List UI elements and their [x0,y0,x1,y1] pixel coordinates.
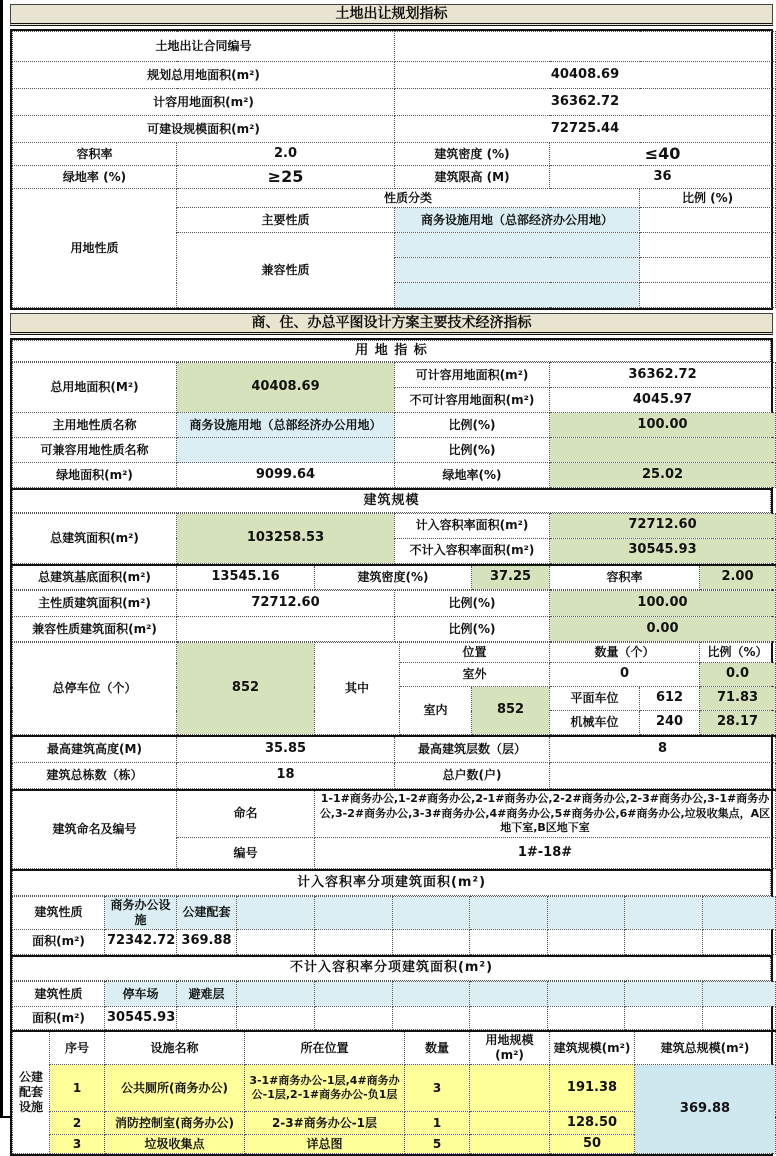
in-far-col-area: 72342.72 [105,929,177,954]
total-buildings-value: 18 [177,762,395,788]
density2-label: 建筑密度(%) [315,565,472,590]
nature-ratio-header: 比例 (%) [640,189,776,208]
flat-parking-label: 平面车位 [550,687,640,711]
land-grant-title: 土地出让规划指标 [10,4,773,26]
in-far-col-name [315,896,393,929]
naming-table [12,789,776,870]
facility-land [470,1065,550,1112]
compat-nature-ratio-1 [640,233,776,258]
facility-name: 公共厕所(商务办公) [105,1065,245,1112]
compat-nature-value-1 [395,233,640,258]
facility-no: 3 [50,1135,105,1154]
facilities-header-area: 建筑规模(m²) [550,1031,635,1065]
in-far-area-label: 计入容积率面积(m²) [395,513,550,538]
outdoor-parking-qty: 0 [550,663,700,687]
compat-use-ratio-label: 比例(%) [395,438,550,463]
compat-nature-value-2 [395,258,640,283]
in-far-col-area: 369.88 [177,929,237,954]
green-rate-value: ≥25 [177,166,395,189]
max-floors-label: 最高建筑层数（层） [395,736,550,762]
facility-location: 3-1#商务办公-1层,4#商务办公-1层,2-1#商务办公-负1层 [245,1065,405,1112]
total-parking-value: 852 [177,643,315,735]
facility-area: 191.38 [550,1065,635,1112]
main-nature-ratio [640,208,776,233]
out-far-col-area [548,1007,625,1030]
facility-qty: 5 [405,1135,470,1154]
naming-label: 命名 [177,790,315,838]
naming-value: 1-1#商务办公,1-2#商务办公,2-1#商务办公,2-2#商务办公,2-3#商务办公,3-1#商务办公,3-2#商务办公,3-3#商务办公,4#商务办公,5#商务办公,6#商务办公,垃圾收集点，A区地下室,B区地下室 [315,790,776,838]
parking-table [12,642,776,735]
buildable-area-value: 72725.44 [395,116,776,143]
parking-qty-header: 数量（个） [550,643,700,663]
in-far-col-area [237,929,315,954]
main-use-name-label: 主用地性质名称 [13,413,177,438]
total-land-area-value: 40408.69 [177,363,395,413]
main-nature-area-label: 主性质建筑面积(m²) [13,591,177,617]
in-far-col-area [393,929,470,954]
land-index-header: 用 地 指 标 [13,341,771,362]
in-far-col-area [470,929,548,954]
facility-location: 详总图 [245,1135,405,1154]
max-height-label: 最高建筑高度(M) [13,736,177,762]
facility-qty: 1 [405,1112,470,1135]
green-rate-label: 绿地率 (%) [13,166,177,189]
planned-area-value: 40408.69 [395,62,776,89]
plot-area-label: 计容用地面积(m²) [13,89,395,116]
parking-ratio-header: 比例（%） [700,643,776,663]
out-far-nature-label: 建筑性质 [13,982,105,1007]
in-far-breakdown-header: 计入容积率分项建筑面积(m²) [13,870,771,895]
contract-number-value [395,32,776,62]
compat-nature-ratio-label: 比例(%) [395,617,550,642]
main-use-ratio-label: 比例(%) [395,413,550,438]
indoor-parking-label: 室内 [400,687,472,735]
green-rate2-label: 绿地率(%) [395,463,550,488]
facility-qty: 3 [405,1065,470,1112]
facilities-header-qty: 数量 [405,1031,470,1065]
uncountable-area-label: 不可计容用地面积(m²) [395,388,550,413]
in-far-col-name [625,896,703,929]
footprint-value: 13545.16 [177,565,315,590]
parking-among-label: 其中 [315,643,400,735]
facilities-table [12,1030,776,1154]
in-far-col-area [625,929,703,954]
in-far-area-row-label: 面积(m²) [13,929,105,954]
countable-area-value: 36362.72 [550,363,776,388]
facility-land [470,1112,550,1135]
out-far-col-name [237,982,315,1007]
main-nature-value: 商务设施用地（总部经济办公用地） [395,208,640,233]
far-label: 容积率 [13,143,177,166]
countable-area-label: 可计容用地面积(m²) [395,363,550,388]
green-rate2-value: 25.02 [550,463,776,488]
in-far-col-name [548,896,625,929]
out-far-breakdown-header: 不计入容积率分项建筑面积(m²) [13,956,771,981]
facilities-header-no: 序号 [50,1031,105,1065]
max-floors-value: 8 [550,736,776,762]
compat-use-ratio-value [550,438,776,463]
mech-parking-qty: 240 [640,711,700,735]
in-far-breakdown-table [12,896,776,955]
in-far-col-area [703,929,776,954]
out-far-col-name [548,982,625,1007]
main-nature-ratio-value: 100.00 [550,591,776,617]
facility-row [13,1065,776,1112]
in-far-col-name: 商务办公设施 [105,896,177,929]
facility-location: 2-3#商务办公-1层 [245,1112,405,1135]
compat-use-name-value [177,438,395,463]
out-far-col-name: 避难层 [177,982,237,1007]
contract-number-label: 土地出让合同编号 [13,32,395,62]
far2-label: 容积率 [550,565,700,590]
in-far-col-name: 公建配套 [177,896,237,929]
tech-economic-table [10,338,773,1156]
facilities-group-label: 公建配套设施 [13,1031,50,1154]
in-far-col-area [315,929,393,954]
out-far-col-area [625,1007,703,1030]
height-limit-value: 36 [550,166,776,189]
parking-position-header: 位置 [400,643,550,663]
out-far-col-name [625,982,703,1007]
households-value [550,762,776,788]
total-buildings-label: 建筑总栋数（栋） [13,762,177,788]
footprint-label: 总建筑基底面积(m²) [13,565,177,590]
out-far-area-value: 30545.93 [550,538,776,563]
out-far-col-area [703,1007,776,1030]
numbering-value: 1#-18# [315,838,776,869]
out-far-col-area [470,1007,548,1030]
compat-nature-ratio-value: 0.00 [550,617,776,642]
numbering-label: 编号 [177,838,315,869]
building-scale-header: 建筑规模 [13,489,771,512]
naming-group-label: 建筑命名及编号 [13,790,177,869]
green-area-label: 绿地面积(m²) [13,463,177,488]
out-far-col-name [315,982,393,1007]
out-far-area-label: 不计入容积率面积(m²) [395,538,550,563]
plot-area-value: 36362.72 [395,89,776,116]
facilities-total-value: 369.88 [635,1065,776,1154]
outdoor-parking-label: 室外 [400,663,550,687]
total-floor-area-label: 总建筑面积(m²) [13,513,177,563]
out-far-col-area [315,1007,393,1030]
density2-value: 37.25 [472,565,550,590]
flat-parking-ratio: 71.83 [700,687,776,711]
compat-nature-value-3 [395,283,640,308]
facilities-header-land: 用地规模(m²) [470,1031,550,1065]
compat-nature-ratio-3 [640,283,776,308]
mech-parking-label: 机械车位 [550,711,640,735]
facilities-header-name: 设施名称 [105,1031,245,1065]
facility-name: 消防控制室(商务办公) [105,1112,245,1135]
tech-economic-title: 商、住、办总平图设计方案主要技术经济指标 [10,313,773,335]
out-far-col-name [393,982,470,1007]
density-label: 建筑密度 (%) [395,143,550,166]
out-far-col-name [703,982,776,1007]
out-far-area-row-label: 面积(m²) [13,1007,105,1030]
compat-use-name-label: 可兼容用地性质名称 [13,438,177,463]
buildable-area-label: 可建设规模面积(m²) [13,116,395,143]
main-nature-area-value: 72712.60 [177,591,395,617]
max-height-value: 35.85 [177,736,395,762]
in-far-col-name [393,896,470,929]
outdoor-parking-ratio: 0.0 [700,663,776,687]
in-far-nature-label: 建筑性质 [13,896,105,929]
main-nature-label: 主要性质 [177,208,395,233]
indoor-parking-qty: 852 [472,687,550,735]
in-far-col-area [548,929,625,954]
compat-nature-area-value [177,617,395,642]
uncountable-area-value: 4045.97 [550,388,776,413]
mech-parking-ratio: 28.17 [700,711,776,735]
density-value: ≤40 [550,143,776,166]
out-far-col-area [237,1007,315,1030]
out-far-col-name [470,982,548,1007]
out-far-col-area: 30545.93 [105,1007,177,1030]
compat-nature-ratio-2 [640,258,776,283]
land-nature-label: 用地性质 [13,189,177,308]
total-parking-label: 总停车位（个） [13,643,177,735]
planned-area-label: 规划总用地面积(m²) [13,62,395,89]
in-far-col-name [237,896,315,929]
land-grant-table [10,29,773,310]
compat-nature-label: 兼容性质 [177,233,395,308]
main-use-name-value: 商务设施用地（总部经济办公用地） [177,413,395,438]
total-floor-area-value: 103258.53 [177,513,395,563]
facility-area: 50 [550,1135,635,1154]
out-far-breakdown-table [12,981,776,1030]
in-far-col-name [470,896,548,929]
facilities-header-total: 建筑总规模(m²) [635,1031,776,1065]
nature-class-header: 性质分类 [177,189,640,208]
main-use-ratio-value: 100.00 [550,413,776,438]
far-value: 2.0 [177,143,395,166]
height-limit-label: 建筑限高 (M) [395,166,550,189]
households-label: 总户数(户) [395,762,550,788]
out-far-col-name: 停车场 [105,982,177,1007]
green-area-value: 9099.64 [177,463,395,488]
main-nature-ratio-label: 比例(%) [395,591,550,617]
facility-area: 128.50 [550,1112,635,1135]
compat-nature-area-label: 兼容性质建筑面积(m²) [13,617,177,642]
out-far-col-area [177,1007,237,1030]
in-far-col-name [703,896,776,929]
out-far-col-area [393,1007,470,1030]
facilities-header-location: 所在位置 [245,1031,405,1065]
facility-land [470,1135,550,1154]
facility-no: 2 [50,1112,105,1135]
far2-value: 2.00 [700,565,776,590]
total-land-area-label: 总用地面积(M²) [13,363,177,413]
facility-no: 1 [50,1065,105,1112]
in-far-area-value: 72712.60 [550,513,776,538]
flat-parking-qty: 612 [640,687,700,711]
facility-name: 垃圾收集点 [105,1135,245,1154]
